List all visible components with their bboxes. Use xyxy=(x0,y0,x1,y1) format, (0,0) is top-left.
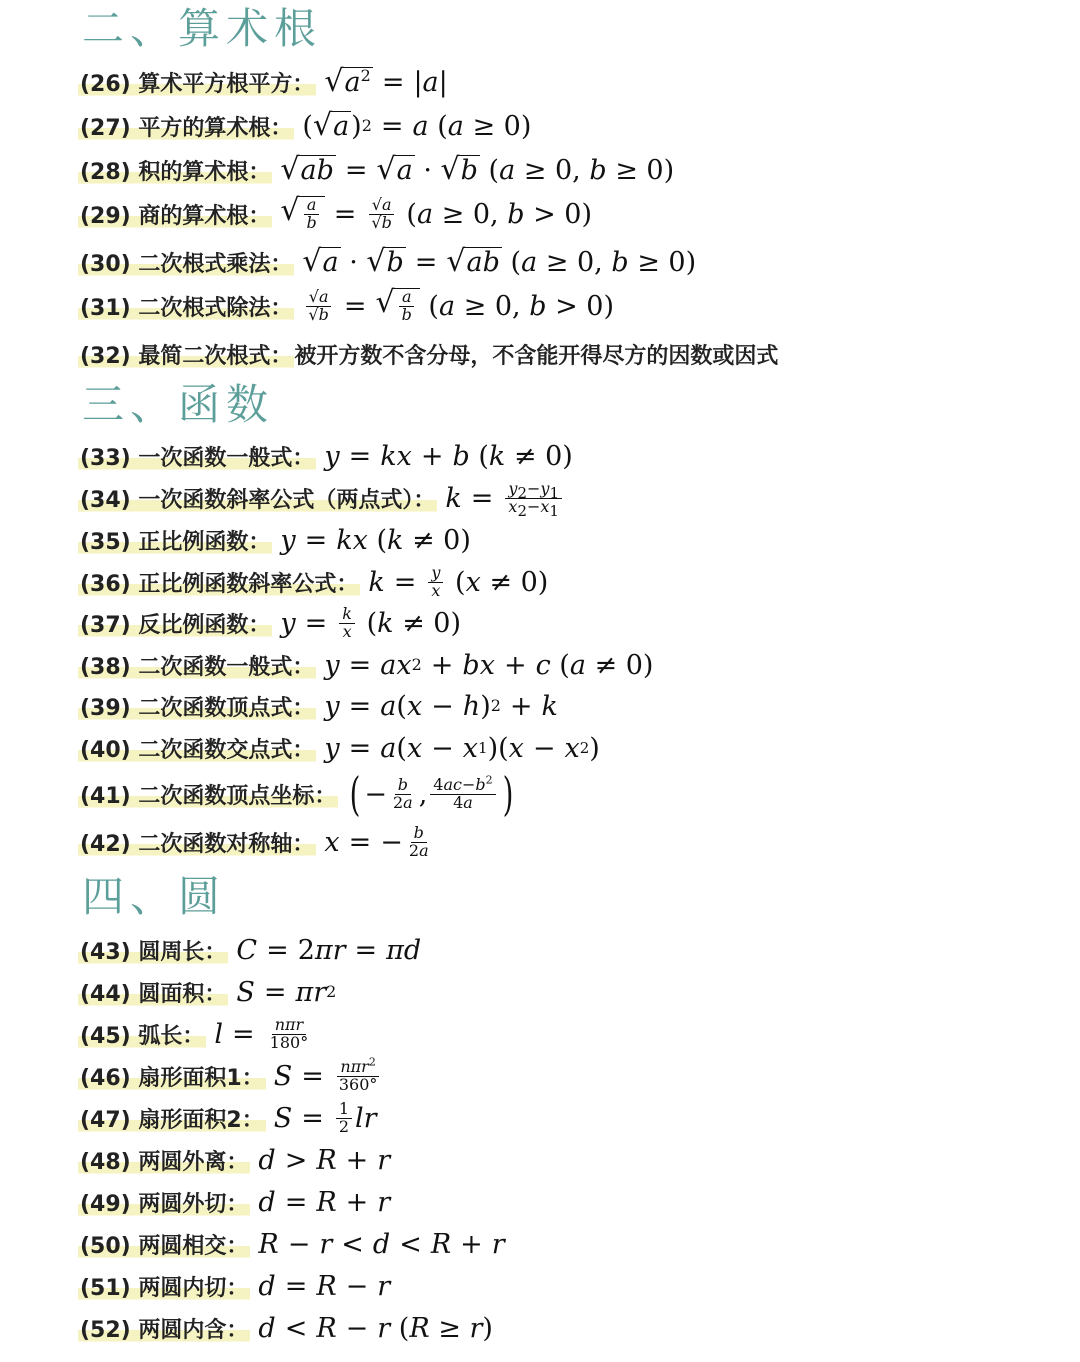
formula-label: (29) 商的算术根： xyxy=(78,199,272,230)
formula-label: (42) 二次函数对称轴： xyxy=(78,827,316,858)
formula-math: R − r < d < R + r xyxy=(258,1228,505,1260)
formula-label: (38) 二次函数一般式： xyxy=(78,650,316,681)
formula-math: y = kx ( k ≠ 0) xyxy=(280,524,471,556)
formula-27 xyxy=(78,104,531,148)
formula-33 xyxy=(78,434,573,478)
formula-math: ( − $\frac{b}{2a}$ , $\frac{4ac-b^2}{4a}$ ) xyxy=(349,767,514,821)
formula-label: (41) 二次函数顶点坐标： xyxy=(78,779,338,810)
formula-label: (40) 二次函数交点式： xyxy=(78,733,316,764)
formula-42 xyxy=(78,820,435,864)
formula-math: √ $a^2$ = | a | xyxy=(324,63,448,99)
formula-label: (31) 二次根式除法： xyxy=(78,291,294,322)
formula-46 xyxy=(78,1054,383,1098)
formula-label: (35) 正比例函数： xyxy=(78,525,272,556)
formula-label: (48) 两圆外离： xyxy=(78,1145,250,1176)
formula-math: S = $\frac{1}{2}$ lr xyxy=(273,1098,377,1136)
formula-label: (28) 积的算术根： xyxy=(78,155,272,186)
formula-49 xyxy=(78,1180,390,1224)
formula-math: ( √ a ) 2 = a ( a ≥ 0) xyxy=(302,107,532,143)
formula-32 xyxy=(78,332,778,376)
formula-51 xyxy=(78,1264,390,1308)
formula-math: y = ax 2 + bx + c ( a ≠ 0) xyxy=(324,649,654,681)
formula-math: x = − $\frac{b}{2a}$ xyxy=(324,822,429,860)
formula-math: S = πr 2 xyxy=(236,976,337,1008)
formula-38 xyxy=(78,643,653,687)
formula-label: (47) 扇形面积2： xyxy=(78,1103,266,1134)
formula-label: (39) 二次函数顶点式： xyxy=(78,691,316,722)
formula-math: S = $\frac{n\pi r^2}{360^\circ}$ xyxy=(273,1055,378,1094)
formula-label: (34) 一次函数斜率公式（两点式）： xyxy=(78,483,437,514)
formula-math: y = a ( x − h ) 2 + k xyxy=(324,690,558,722)
formula-36 xyxy=(78,560,548,604)
formula-math: y = $\frac{k}{x}$ ( k ≠ 0) xyxy=(280,603,461,641)
formula-47 xyxy=(78,1096,377,1140)
formula-label: (44) 圆面积： xyxy=(78,977,228,1008)
formula-45 xyxy=(78,1012,314,1056)
section-title-circle: 四、圆 xyxy=(82,872,227,921)
formula-50 xyxy=(78,1222,505,1266)
formula-math: l = $\frac{\text{nπr}}{180^\circ}$ xyxy=(214,1014,309,1052)
formula-43 xyxy=(78,928,421,972)
formula-44 xyxy=(78,970,336,1014)
section-title-functions: 三、函数 xyxy=(82,380,275,429)
formula-math: d = R − r xyxy=(258,1270,391,1302)
formula-math: k = $\frac{y_2-y_1}{x_2-x_1}$ xyxy=(445,481,565,516)
formula-40 xyxy=(78,726,600,770)
section-title-arithmetic-root: 二、算术根 xyxy=(82,4,323,53)
formula-math: √ ab = √ a · √ b ( a ≥ 0, b ≥ 0) xyxy=(280,151,675,187)
formula-label: (52) 两圆内含： xyxy=(78,1313,250,1344)
formula-math: $\frac{√a}{√b}$ = √ $\frac{a}{b}$ ( a ≥ 0, b > 0) xyxy=(302,288,614,324)
formula-math: C = 2 πr = πd xyxy=(236,934,422,966)
formula-35 xyxy=(78,518,471,562)
formula-39 xyxy=(78,684,558,728)
formula-math: d < R − r ( R ≥ r ) xyxy=(258,1312,493,1344)
formula-30 xyxy=(78,240,696,284)
formula-description: 被开方数不含分母，不含能开得尽方的因数或因式 xyxy=(294,343,779,369)
formula-label: (43) 圆周长： xyxy=(78,935,228,966)
formula-29 xyxy=(78,192,592,236)
formula-label: (49) 两圆外切： xyxy=(78,1187,250,1218)
formula-label: (37) 反比例函数： xyxy=(78,608,272,639)
formula-label: (36) 正比例函数斜率公式： xyxy=(78,567,360,598)
formula-label: (46) 扇形面积1： xyxy=(78,1061,266,1092)
formula-41 xyxy=(78,767,517,821)
formula-label: (45) 弧长： xyxy=(78,1019,206,1050)
formula-label: (50) 两圆相交： xyxy=(78,1229,250,1260)
formula-label: (33) 一次函数一般式： xyxy=(78,441,316,472)
formula-math: y = kx + b ( k ≠ 0) xyxy=(324,440,573,472)
formula-math: k = $\frac{y}{x}$ ( x ≠ 0) xyxy=(368,562,549,600)
formula-math: √ $\frac{a}{b}$ = $\frac{√a}{√b}$ ( a ≥ 0, b > 0) xyxy=(280,193,593,232)
formula-31 xyxy=(78,284,614,328)
formula-label: (26) 算术平方根平方： xyxy=(78,67,316,98)
formula-math: y = a ( x − x 1 )( x − x 2 ) xyxy=(324,732,600,764)
formula-label: (27) 平方的算术根： xyxy=(78,111,294,142)
formula-math: d = R + r xyxy=(258,1186,391,1218)
formula-34 xyxy=(78,476,565,520)
formula-37 xyxy=(78,601,461,645)
formula-label: (30) 二次根式乘法： xyxy=(78,247,294,278)
formula-label: (51) 两圆内切： xyxy=(78,1271,250,1302)
formula-52 xyxy=(78,1306,493,1350)
formula-28 xyxy=(78,148,674,192)
formula-26 xyxy=(78,60,448,104)
formula-48 xyxy=(78,1138,390,1182)
formula-math: √ a · √ b = √ ab ( a ≥ 0, b ≥ 0) xyxy=(302,243,697,279)
formula-label: (32) 最简二次根式： xyxy=(78,339,294,370)
formula-math: d > R + r xyxy=(258,1144,391,1176)
